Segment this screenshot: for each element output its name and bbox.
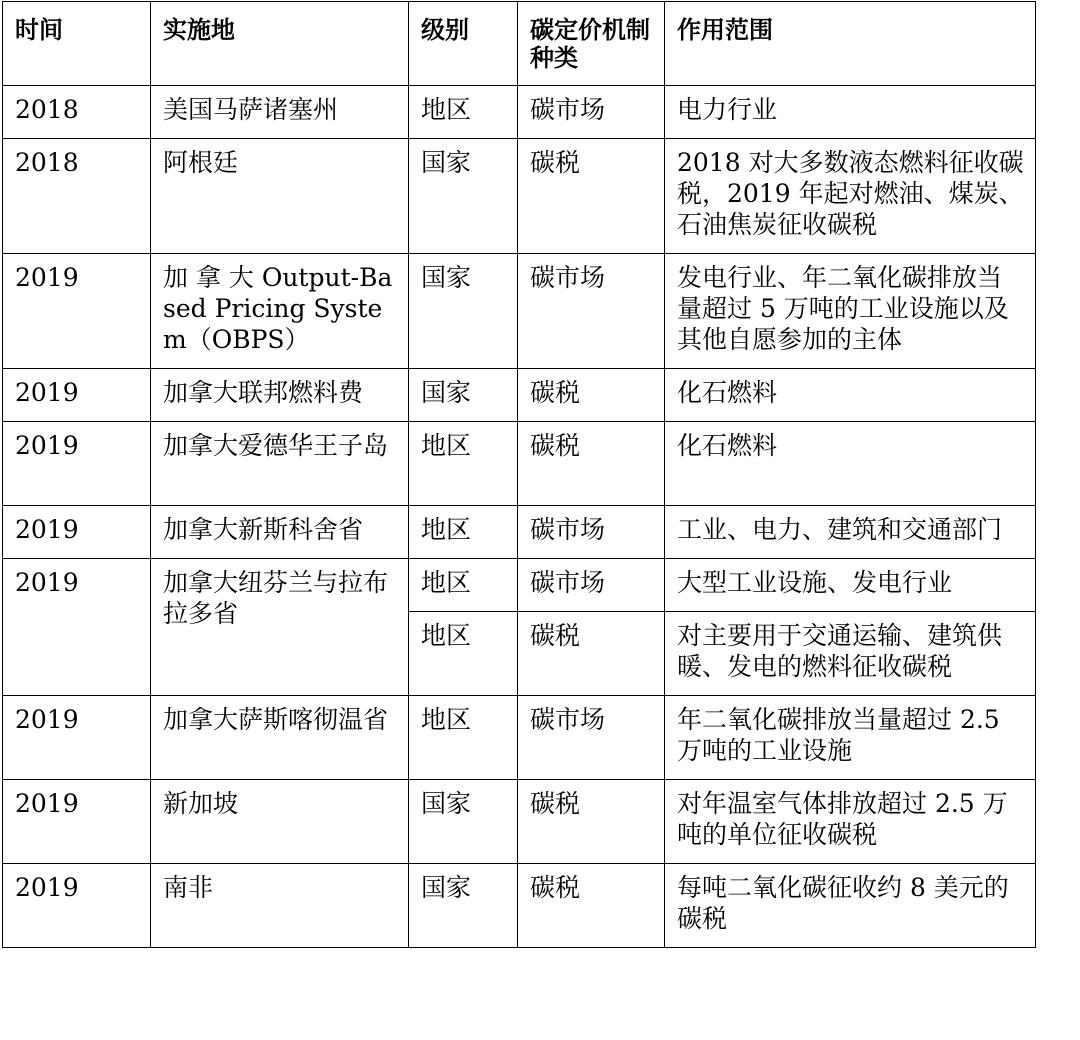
cell-level: 国家 (409, 369, 518, 422)
cell-place: 加拿大萨斯喀彻温省 (151, 696, 409, 780)
table-row (3, 780, 1036, 864)
cell-year: 2019 (3, 422, 151, 506)
cell-level: 地区 (409, 559, 518, 612)
header-scope: 作用范围 (665, 2, 1036, 86)
table-row (3, 559, 1036, 612)
header-mechanism: 碳定价机制种类 (518, 2, 665, 86)
cell-year: 2019 (3, 559, 151, 696)
cell-year: 2019 (3, 506, 151, 559)
cell-level: 地区 (409, 422, 518, 506)
cell-scope: 化石燃料 (665, 369, 1036, 422)
table-row (3, 864, 1036, 948)
cell-place: 美国马萨诸塞州 (151, 86, 409, 139)
cell-level: 国家 (409, 780, 518, 864)
cell-level: 地区 (409, 696, 518, 780)
cell-scope: 每吨二氧化碳征收约 8 美元的碳税 (665, 864, 1036, 948)
cell-level: 地区 (409, 506, 518, 559)
cell-year: 2019 (3, 864, 151, 948)
cell-year: 2019 (3, 254, 151, 369)
cell-scope: 电力行业 (665, 86, 1036, 139)
cell-mechanism: 碳税 (518, 780, 665, 864)
cell-mechanism: 碳税 (518, 612, 665, 696)
cell-scope: 年二氧化碳排放当量超过 2.5 万吨的工业设施 (665, 696, 1036, 780)
cell-level: 国家 (409, 254, 518, 369)
cell-mechanism: 碳税 (518, 139, 665, 254)
header-row (3, 2, 1036, 86)
header-place: 实施地 (151, 2, 409, 86)
cell-scope: 化石燃料 (665, 422, 1036, 506)
table-row (3, 369, 1036, 422)
cell-year: 2018 (3, 86, 151, 139)
table-row (3, 506, 1036, 559)
table-row (3, 139, 1036, 254)
table-row (3, 86, 1036, 139)
cell-scope: 2018 对大多数液态燃料征收碳税，2019 年起对燃油、煤炭、石油焦炭征收碳税 (665, 139, 1036, 254)
cell-place: 南非 (151, 864, 409, 948)
cell-year: 2018 (3, 139, 151, 254)
cell-year: 2019 (3, 780, 151, 864)
cell-mechanism: 碳市场 (518, 506, 665, 559)
cell-place: 阿根廷 (151, 139, 409, 254)
cell-mechanism: 碳税 (518, 422, 665, 506)
cell-place: 加拿大联邦燃料费 (151, 369, 409, 422)
cell-place: 加 拿 大 Output-Based Pricing System（OBPS） (151, 254, 409, 369)
table-row (3, 254, 1036, 369)
cell-scope: 发电行业、年二氧化碳排放当量超过 5 万吨的工业设施以及其他自愿参加的主体 (665, 254, 1036, 369)
cell-scope: 对年温室气体排放超过 2.5 万吨的单位征收碳税 (665, 780, 1036, 864)
cell-scope: 大型工业设施、发电行业 (665, 559, 1036, 612)
cell-mechanism: 碳市场 (518, 86, 665, 139)
cell-place: 加拿大新斯科舍省 (151, 506, 409, 559)
carbon-pricing-table (2, 1, 1036, 948)
cell-level: 国家 (409, 864, 518, 948)
cell-level: 地区 (409, 86, 518, 139)
cell-place: 加拿大爱德华王子岛 (151, 422, 409, 506)
header-level: 级别 (409, 2, 518, 86)
table-row (3, 422, 1036, 506)
cell-mechanism: 碳市场 (518, 254, 665, 369)
cell-level: 地区 (409, 612, 518, 696)
cell-year: 2019 (3, 696, 151, 780)
table-row (3, 696, 1036, 780)
cell-year: 2019 (3, 369, 151, 422)
cell-place: 新加坡 (151, 780, 409, 864)
cell-place: 加拿大纽芬兰与拉布拉多省 (151, 559, 409, 696)
cell-mechanism: 碳税 (518, 369, 665, 422)
cell-mechanism: 碳市场 (518, 559, 665, 612)
cell-scope: 对主要用于交通运输、建筑供暖、发电的燃料征收碳税 (665, 612, 1036, 696)
header-year: 时间 (3, 2, 151, 86)
cell-mechanism: 碳税 (518, 864, 665, 948)
cell-scope: 工业、电力、建筑和交通部门 (665, 506, 1036, 559)
cell-level: 国家 (409, 139, 518, 254)
cell-mechanism: 碳市场 (518, 696, 665, 780)
